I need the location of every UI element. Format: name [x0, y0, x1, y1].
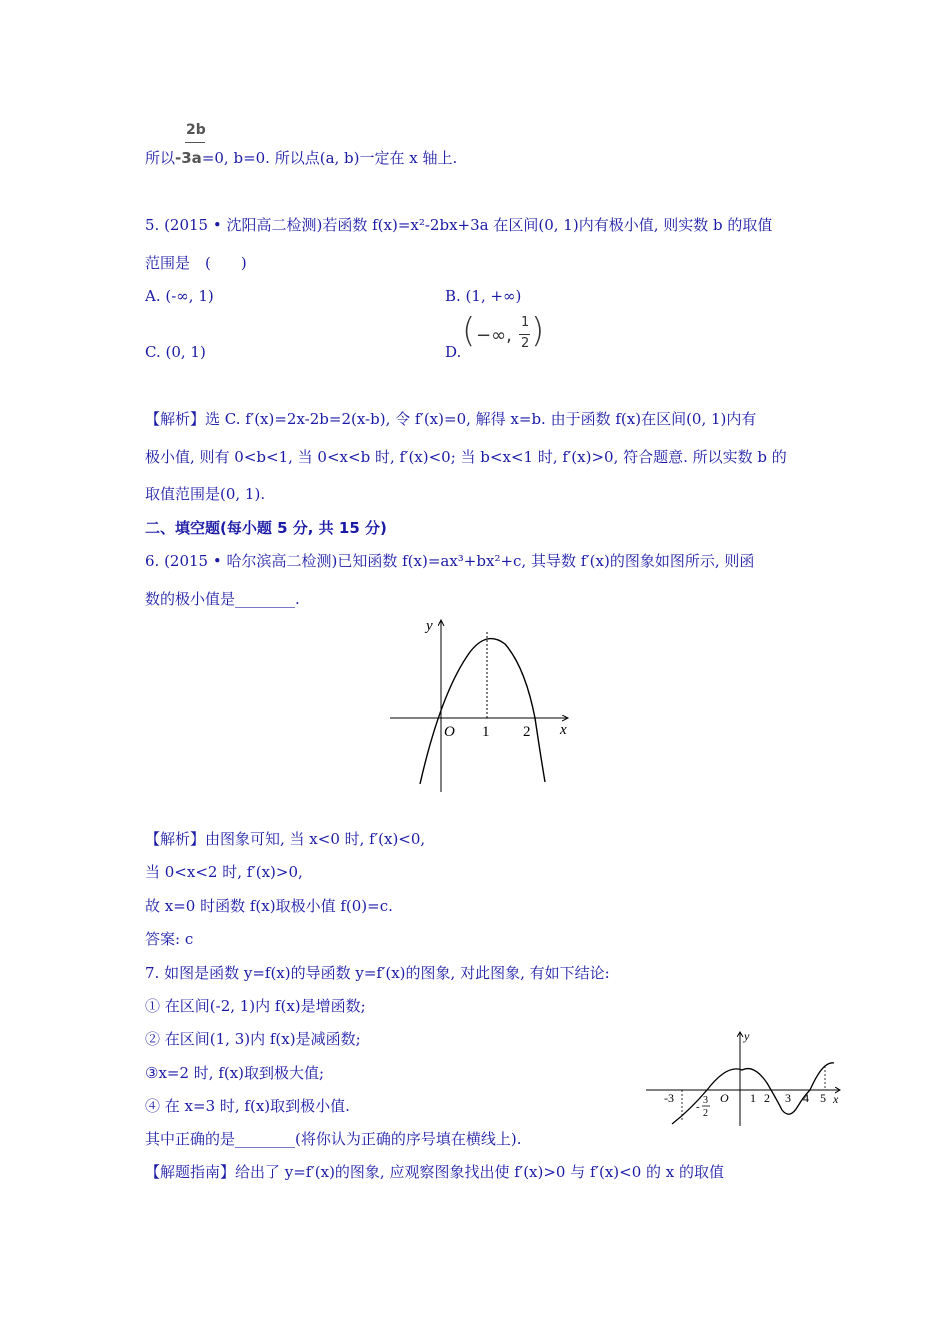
prev-prefix: 所以	[145, 149, 176, 167]
q7-tick-1: 1	[750, 1091, 756, 1105]
q7-tick-2: 2	[764, 1091, 770, 1105]
q5-option-a: A. (-∞, 1)	[145, 287, 214, 305]
q7-conclusion-2: ② 在区间(1, 3)内 f(x)是减函数;	[145, 1030, 361, 1048]
q7-tick-den: 2	[703, 1108, 708, 1119]
q5-stem-line1: 5. (2015 • 沈阳高二检测)若函数 f(x)=x²-2bx+3a 在区间(0, 1)内有极小值, 则实数 b 的取值	[145, 216, 773, 234]
q5-option-b: B. (1, +∞)	[445, 287, 522, 305]
q5-answer-line1: 【解析】选 C. f′(x)=2x-2b=2(x-b), 令 f′(x)=0, 解得 x=b. 由于函数 f(x)在区间(0, 1)内有	[145, 410, 757, 428]
q6-x-label: x	[560, 722, 567, 738]
q7-tick-3: 3	[785, 1091, 791, 1105]
prev-rest: =0, b=0. 所以点(a, b)一定在 x 轴上.	[201, 149, 458, 167]
q5-stem-line2: 范围是 ( )	[145, 254, 247, 272]
q7-stem: 7. 如图是函数 y=f(x)的导函数 y=f′(x)的图象, 对此图象, 有如下结论:	[145, 964, 610, 982]
q6-answer-line3: 故 x=0 时函数 f(x)取极小值 f(0)=c.	[145, 897, 393, 915]
q5-option-d-label: D.	[445, 343, 462, 361]
q6-y-label: y	[426, 618, 433, 634]
half-numerator: 1	[521, 315, 530, 330]
q7-tick-minus: -	[696, 1101, 700, 1113]
q6-derivative-graph	[380, 612, 580, 797]
q7-tick-4: 4	[803, 1091, 809, 1105]
paren-open: (	[462, 311, 476, 351]
section-heading: 二、填空题(每小题 5 分, 共 15 分)	[145, 519, 387, 537]
q5-answer-line3: 取值范围是(0, 1).	[145, 485, 266, 503]
q7-derivative-graph	[642, 1028, 847, 1128]
fraction-bar	[185, 142, 205, 143]
q6-tick-1: 1	[482, 724, 490, 740]
q6-origin-label: O	[444, 724, 455, 740]
q6-parabola	[420, 639, 545, 784]
q6-answer-final: 答案: c	[145, 930, 194, 948]
neg-infinity: −∞,	[476, 325, 512, 346]
q5-option-d-math	[462, 311, 545, 357]
q6-stem-line1: 6. (2015 • 哈尔滨高二检测)已知函数 f(x)=ax³+bx²+c, 其导数 f′(x)的图象如图所示, 则函	[145, 552, 755, 570]
q7-tick-num: 3	[703, 1095, 708, 1106]
q6-answer-line1: 【解析】由图象可知, 当 x<0 时, f′(x)<0,	[145, 830, 426, 848]
fraction-denominator: 3a	[181, 149, 202, 167]
q7-hint-line: 【解题指南】给出了 y=f′(x)的图象, 应观察图象找出使 f′(x)>0 与 f′(x)<0 的 x 的取值	[145, 1163, 725, 1181]
q7-conclusion-1: ① 在区间(-2, 1)内 f(x)是增函数;	[145, 997, 366, 1015]
fraction-minus: -	[175, 149, 182, 167]
q6-answer-line2: 当 0<x<2 时, f′(x)>0,	[145, 863, 303, 881]
half-bar	[519, 334, 530, 335]
q7-conclusion-3: ③x=2 时, f(x)取到极大值;	[145, 1064, 325, 1082]
q7-tick-5: 5	[820, 1091, 826, 1105]
half-denominator: 2	[521, 336, 530, 351]
q7-tick-m3: -3	[664, 1091, 674, 1105]
q5-answer-line2: 极小值, 则有 0<b<1, 当 0<x<b 时, f′(x)<0; 当 b<x<1 时, f′(x)>0, 符合题意. 所以实数 b 的	[145, 448, 787, 466]
fraction-numerator: 2b	[186, 122, 206, 138]
paren-close: )	[531, 311, 545, 351]
q7-x-label: x	[833, 1092, 839, 1106]
q7-conclusion-4: ④ 在 x=3 时, f(x)取到极小值.	[145, 1097, 350, 1115]
q7-blank-line: 其中正确的是________(将你认为正确的序号填在横线上).	[145, 1130, 522, 1148]
q6-stem-line2: 数的极小值是________.	[145, 590, 300, 608]
q7-y-label: y	[744, 1029, 750, 1043]
q5-option-c: C. (0, 1)	[145, 343, 206, 361]
prev-answer-line	[145, 148, 457, 168]
q7-origin-label: O	[720, 1091, 729, 1105]
q6-tick-2: 2	[523, 724, 531, 740]
